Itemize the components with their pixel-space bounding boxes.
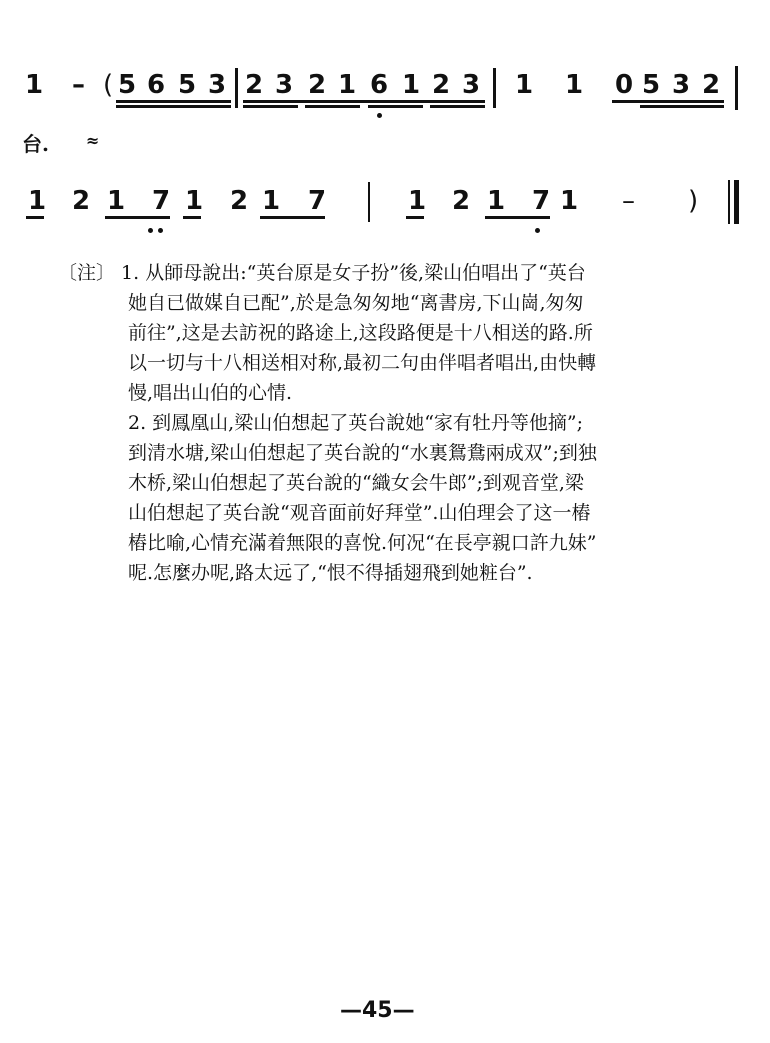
note: 1 — [338, 70, 357, 100]
note: 5 — [118, 70, 137, 100]
note: 1 — [107, 186, 126, 216]
note-line: 山伯想起了英台說“观音面前好拜堂”.山伯理会了这一樁 — [128, 502, 591, 524]
note-line: 2. 到鳳凰山,梁山伯想起了英台說她“家有牡丹等他摘”; — [128, 412, 584, 434]
note: 7 — [532, 186, 551, 216]
note: 7 — [308, 186, 327, 216]
note: 5 — [178, 70, 197, 100]
note-line: 慢,唱出山伯的心情. — [128, 382, 293, 404]
page-number: —45— — [340, 998, 415, 1023]
note: 6 — [147, 70, 166, 100]
note: 1 — [185, 186, 204, 216]
note: 1 — [262, 186, 281, 216]
note: 6 — [370, 70, 389, 100]
note: 2 — [432, 70, 451, 100]
note: 2 — [308, 70, 327, 100]
note: 1 — [487, 186, 506, 216]
low-octave-dot — [535, 228, 540, 233]
low-octave-dot — [148, 228, 153, 233]
annotation-notes — [58, 258, 748, 588]
barline — [493, 68, 496, 108]
barline — [368, 182, 370, 222]
score-row-2 — [0, 178, 770, 258]
note: 1 — [515, 70, 534, 100]
note: 1 — [408, 186, 427, 216]
barline — [735, 66, 738, 110]
score-row-1 — [0, 60, 770, 140]
note: 0 — [615, 70, 634, 100]
note-line: 木桥,梁山伯想起了英台說的“織女会牛郎”;到观音堂,梁 — [128, 472, 584, 494]
note: 3 — [275, 70, 294, 100]
note-line: 呢.怎麼办呢,路太远了,“恨不得插翅飛到她粧台”. — [128, 562, 533, 584]
note-line: 〔注〕 1. 从師母說出:“英台原是女子扮”後,梁山伯唱出了“英台 — [58, 262, 586, 284]
note-dash: – — [622, 186, 635, 216]
paren-close: ) — [688, 186, 699, 216]
note: 7 — [152, 186, 171, 216]
note-line: 樁比喻,心情充滿着無限的喜悅.何况“在長亭親口許九妹” — [128, 532, 597, 554]
note: 2 — [702, 70, 721, 100]
note: 3 — [208, 70, 227, 100]
ink-smudge: ≈ — [86, 131, 100, 150]
final-barline — [728, 180, 730, 224]
note: 1 — [25, 70, 44, 100]
note: 5 — [642, 70, 661, 100]
note: 2 — [72, 186, 91, 216]
note: 2 — [245, 70, 264, 100]
note: 1 — [402, 70, 421, 100]
low-octave-dot — [158, 228, 163, 233]
barline — [235, 68, 238, 108]
note: 1 — [565, 70, 584, 100]
note-dash: – — [72, 70, 85, 100]
final-barline — [734, 180, 739, 224]
note-line: 前往”,这是去訪祝的路途上,这段路便是十八相送的路.所 — [128, 322, 593, 344]
note-line: 她自已做媒自已配”,於是急匆匆地“离書房,下山崗,匆匆 — [128, 292, 584, 314]
note: 1 — [560, 186, 579, 216]
note: 3 — [462, 70, 481, 100]
paren-open: ( — [103, 70, 114, 100]
low-octave-dot — [377, 113, 382, 118]
note: 2 — [230, 186, 249, 216]
note: 1 — [28, 186, 47, 216]
note: 3 — [672, 70, 691, 100]
note-line: 以一切与十八相送相对称,最初二句由伴唱者唱出,由快轉 — [128, 352, 597, 374]
lyric: 台. — [22, 132, 49, 156]
note-line: 到清水塘,梁山伯想起了英台說的“水裏鴛鴦兩成双”;到独 — [128, 442, 597, 464]
note: 2 — [452, 186, 471, 216]
